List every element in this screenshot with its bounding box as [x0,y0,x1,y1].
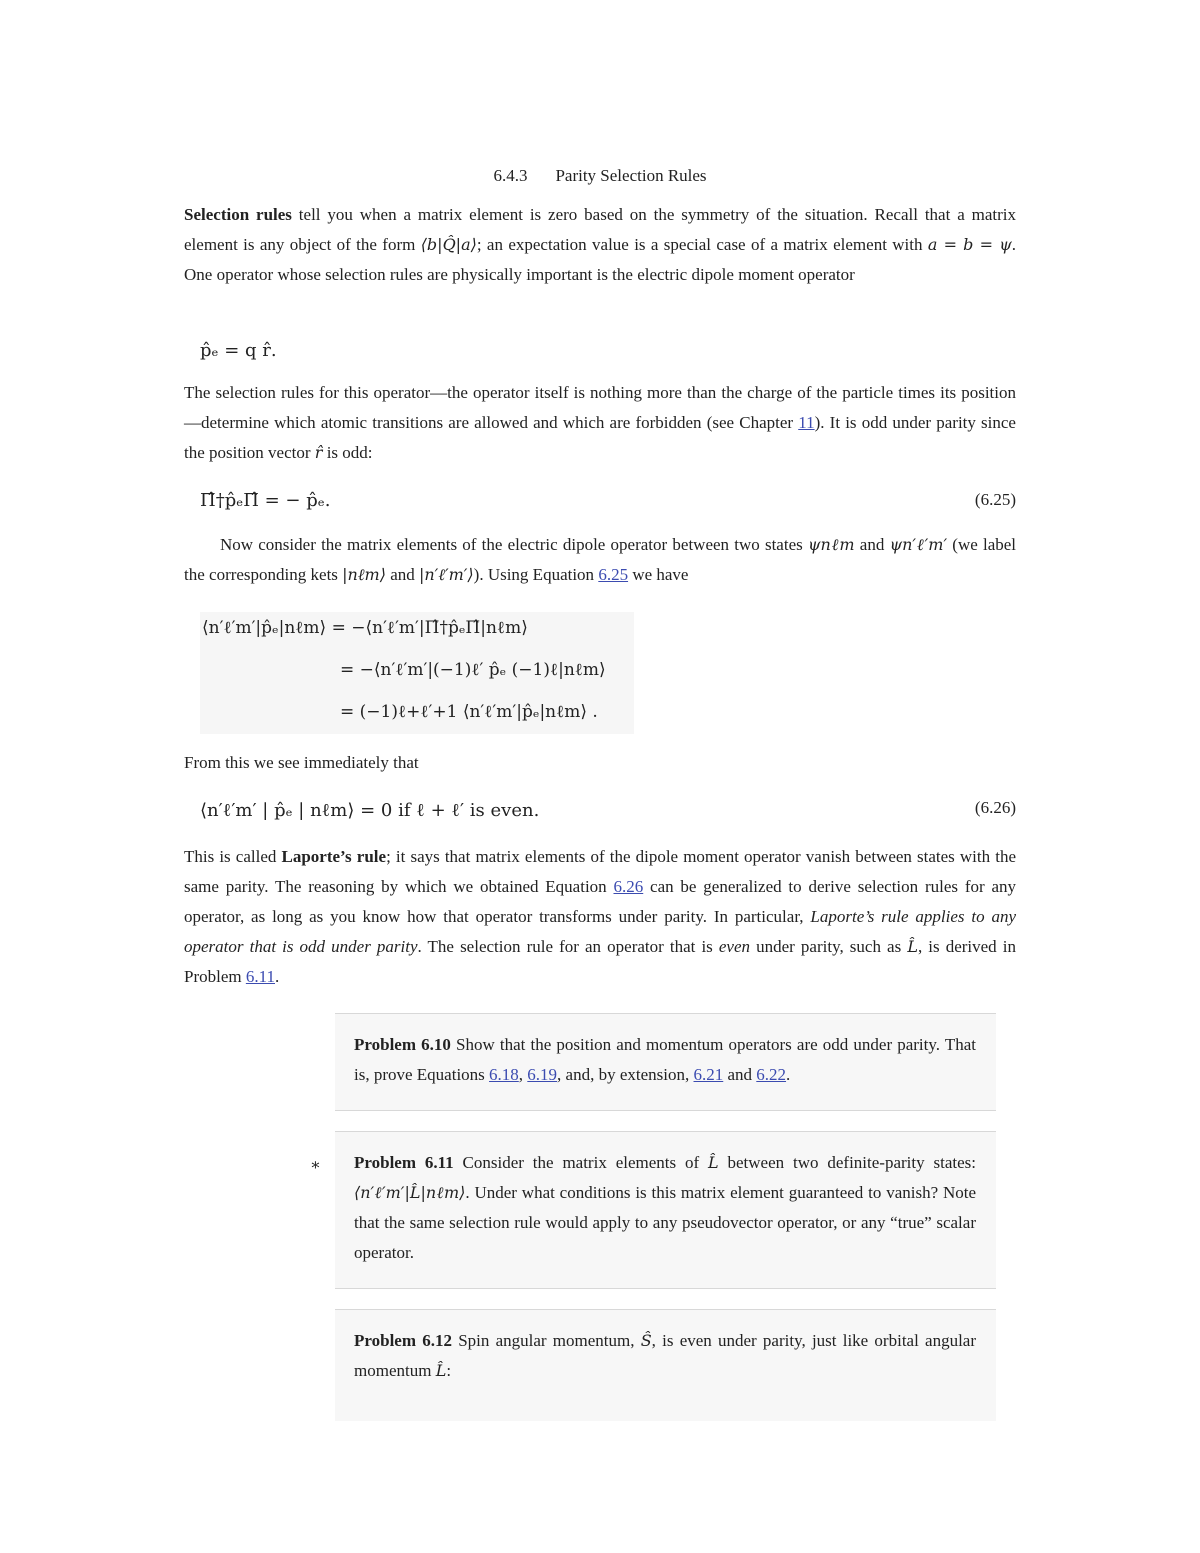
problem-text-6-11: Problem 6.11 Consider the matrix elements of L̂ between two definite-parity states: ⟨n′ℓ′m′|L̂|nℓm⟩. Under what conditions is this matrix element guaranteed to vanish? Note that the same selection rule would apply to any pseudovector operator, or any “true” scalar operator. [354,1153,976,1262]
aligned-derivation [200,612,634,734]
paragraph-matrix-elements: Now consider the matrix elements of the electric dipole operator between two states ψnℓm and ψn′ℓ′m′ (we label the corresponding kets |nℓm⟩ and |n′ℓ′m′⟩). Using Equation 6.25 we have [184,535,1017,584]
problem-box-6-11 [335,1131,996,1289]
problem-label-6-10: Problem 6.10 [354,1035,451,1054]
ket-primed: |n′ℓ′m′⟩ [418,565,474,584]
problem-label-6-12: Problem 6.12 [354,1331,452,1350]
equation-number-6-25: (6.25) [974,490,1016,509]
link-equation-6-18[interactable]: 6.18 [489,1065,519,1084]
derivation-row-3: = (−1)ℓ+ℓ′+1 ⟨n′ℓ′m′|p̂ₑ|nℓm⟩ . [340,702,598,722]
equation-6-26: ⟨n′ℓ′m′ | p̂ₑ | nℓm⟩ = 0 if ℓ + ℓ′ is even. [200,800,540,821]
derivation-row-2: = −⟨n′ℓ′m′|(−1)ℓ′ p̂ₑ (−1)ℓ|nℓm⟩ [340,660,606,680]
link-equation-6-26[interactable]: 6.26 [613,877,644,896]
equation-number-6-26: (6.26) [974,798,1016,817]
link-problem-6-11[interactable]: 6.11 [245,967,275,986]
link-chapter-11[interactable]: 11 [798,413,815,432]
state-psi-nlm: ψnℓm [807,535,855,554]
position-vector: r̂ [314,443,323,462]
equation-6-25: Π̂†p̂ₑΠ̂ = − p̂ₑ. [200,490,331,511]
link-equation-6-21[interactable]: 6.21 [693,1065,724,1084]
angular-momentum-operator: L̂ [907,937,918,956]
section-number: 6.4.3 [493,166,528,185]
problem-label-6-11: Problem 6.11 [354,1153,454,1172]
ket-nlm: |nℓm⟩ [342,565,386,584]
problem-text-6-12: Problem 6.12 Spin angular momentum, Ŝ, is even under parity, just like orbital angular momentum L̂: [354,1331,977,1380]
link-equation-6-25[interactable]: 6.25 [598,565,629,584]
section-heading [0,166,1200,186]
problem-box-6-10 [335,1013,996,1111]
paragraph-selection-rules: Selection rules tell you when a matrix element is zero based on the symmetry of the situation. Recall that a matrix element is any object of the form ⟨b|Q̂|a⟩; an expectation value is a special case of a matrix element with a = b = ψ. One operator whose selection rules are physically important is the electric dipole moment operator [184,205,1016,284]
link-equation-6-22[interactable]: 6.22 [756,1065,787,1084]
section-title: Parity Selection Rules [555,166,707,185]
equation-dipole-operator: p̂ₑ = q r̂. [200,340,277,361]
paragraph-conclusion: From this we see immediately that [184,753,419,772]
problem-box-6-12 [335,1309,996,1421]
matrix-element-notation: ⟨b|Q̂|a⟩ [420,235,477,254]
starred-problem-marker: ∗ [310,1157,321,1174]
problem-text-6-10: Problem 6.10 Show that the position and momentum operators are odd under parity. That is, prove Equations 6.18, 6.19, and, by extension, 6.21 and 6.22. [354,1035,976,1084]
link-equation-6-19[interactable]: 6.19 [527,1065,558,1084]
expectation-condition: a = b = ψ [927,235,1012,254]
state-psi-primed: ψn′ℓ′m′ [889,535,948,554]
derivation-row-1: ⟨n′ℓ′m′|p̂ₑ|nℓm⟩ = −⟨n′ℓ′m′|Π̂†p̂ₑΠ̂|nℓm⟩ [202,618,528,638]
laporte-emphasis: Laporte’s rule applies to any operator that is odd under parity [184,907,1016,956]
paragraph-dipole-parity: The selection rules for this operator—the operator itself is nothing more than the charge of the particle times its position—determine which atomic transitions are allowed and which are forbidden (see Chapter 11). It is odd under parity since the position vector r̂ is odd: [184,383,1016,462]
paragraph-laporte-rule: This is called Laporte’s rule; it says that matrix elements of the dipole moment operator vanish between states with the same parity. The reasoning by which we obtained Equation 6.26 can be generalized to derive selection rules for any operator, as long as you know how that operator transforms under parity. In particular, Laporte’s rule applies to any operator that is odd under parity. The selection rule for an operator that is even under parity, such as L̂, is derived in Problem 6.11. [184,847,1016,986]
term-selection-rules: Selection rules [184,205,292,224]
term-laporte-rule: Laporte’s rule [281,847,387,866]
